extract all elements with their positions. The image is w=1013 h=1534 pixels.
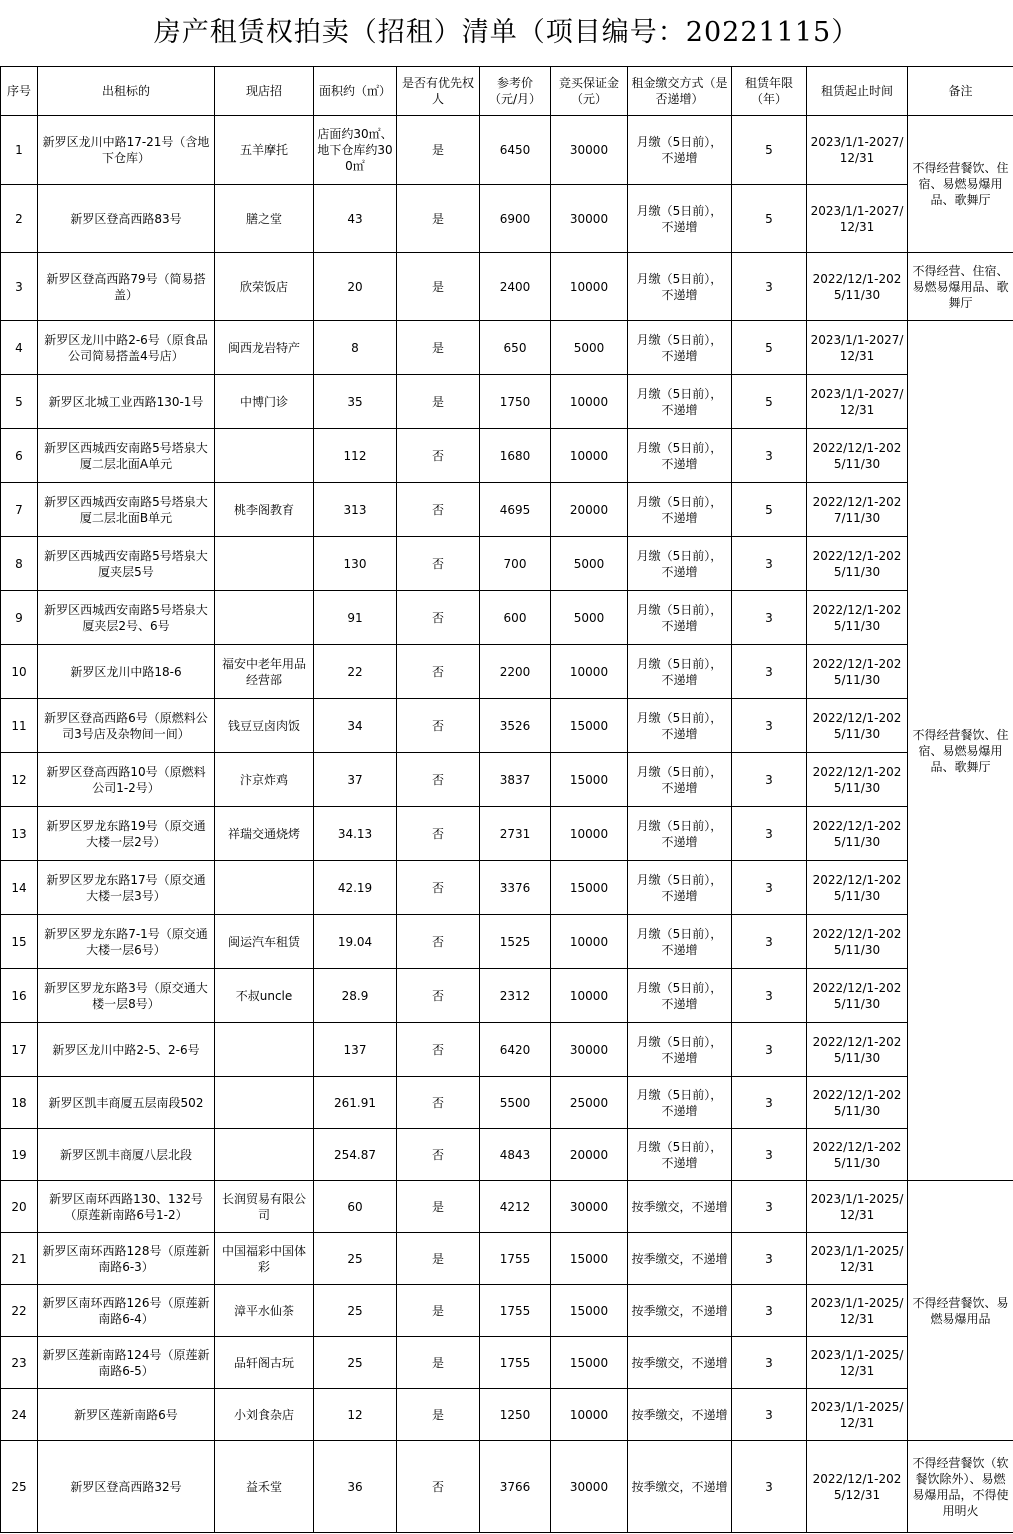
table-row (1, 1233, 1013, 1285)
row-period: 2023/1/1-2025/12/31 (807, 1389, 908, 1441)
row-area: 8 (314, 321, 397, 375)
table-row (1, 753, 1013, 807)
row-period: 2023/1/1-2025/12/31 (807, 1233, 908, 1285)
row-area: 20 (314, 253, 397, 321)
table-row (1, 1181, 1013, 1233)
row-area: 34.13 (314, 807, 397, 861)
row-target: 新罗区西城西安南路5号塔泉大厦二层北面B单元 (38, 483, 215, 537)
row-years: 3 (732, 807, 807, 861)
row-period: 2022/12/1-2025/11/30 (807, 537, 908, 591)
row-period: 2022/12/1-2027/11/30 (807, 483, 908, 537)
header-payment: 租金缴交方式（是否递增） (628, 67, 732, 116)
row-target: 新罗区南环西路130、132号（原莲新南路6号1-2） (38, 1181, 215, 1233)
row-years: 5 (732, 483, 807, 537)
row-payment: 月缴（5日前），不递增 (628, 915, 732, 969)
row-target: 新罗区凯丰商厦八层北段 (38, 1129, 215, 1181)
row-price: 4695 (480, 483, 551, 537)
row-area: 34 (314, 699, 397, 753)
row-period: 2023/1/1-2027/12/31 (807, 116, 908, 185)
row-payment: 月缴（5日前），不递增 (628, 537, 732, 591)
row-target: 新罗区莲新南路6号 (38, 1389, 215, 1441)
row-no: 22 (1, 1285, 38, 1337)
row-period: 2022/12/1-2025/11/30 (807, 753, 908, 807)
row-deposit: 10000 (551, 969, 628, 1023)
table-row (1, 537, 1013, 591)
row-price: 650 (480, 321, 551, 375)
row-target: 新罗区南环西路128号（原莲新南路6-3） (38, 1233, 215, 1285)
row-priority: 否 (397, 1077, 480, 1129)
row-price: 1755 (480, 1337, 551, 1389)
row-years: 5 (732, 116, 807, 185)
row-years: 3 (732, 1233, 807, 1285)
row-deposit: 5000 (551, 321, 628, 375)
row-deposit: 10000 (551, 429, 628, 483)
row-no: 23 (1, 1337, 38, 1389)
row-price: 6900 (480, 185, 551, 253)
row-period: 2022/12/1-2025/11/30 (807, 429, 908, 483)
row-deposit: 15000 (551, 1337, 628, 1389)
row-years: 3 (732, 1023, 807, 1077)
table-row (1, 321, 1013, 375)
row-payment: 月缴（5日前），不递增 (628, 375, 732, 429)
row-payment: 月缴（5日前），不递增 (628, 185, 732, 253)
row-period: 2023/1/1-2027/12/31 (807, 321, 908, 375)
row-target: 新罗区南环西路126号（原莲新南路6-4） (38, 1285, 215, 1337)
row-priority: 否 (397, 429, 480, 483)
table-row (1, 429, 1013, 483)
row-years: 3 (732, 861, 807, 915)
row-price: 3766 (480, 1441, 551, 1533)
row-shop: 中国福彩中国体彩 (215, 1233, 314, 1285)
row-target: 新罗区西城西安南路5号塔泉大厦二层北面A单元 (38, 429, 215, 483)
row-area: 91 (314, 591, 397, 645)
row-area: 254.87 (314, 1129, 397, 1181)
row-shop: 福安中老年用品经营部 (215, 645, 314, 699)
row-period: 2022/12/1-2025/11/30 (807, 253, 908, 321)
row-period: 2022/12/1-2025/11/30 (807, 861, 908, 915)
row-years: 3 (732, 429, 807, 483)
row-remark: 不得经营餐饮、住宿、易燃易爆用品、歌舞厅 (908, 116, 1013, 253)
row-deposit: 30000 (551, 1023, 628, 1077)
row-priority: 否 (397, 969, 480, 1023)
row-shop: 欣荣饭店 (215, 253, 314, 321)
row-payment: 按季缴交，不递增 (628, 1181, 732, 1233)
row-shop (215, 861, 314, 915)
row-shop: 五羊摩托 (215, 116, 314, 185)
row-payment: 按季缴交，不递增 (628, 1337, 732, 1389)
row-deposit: 5000 (551, 537, 628, 591)
row-deposit: 15000 (551, 699, 628, 753)
row-years: 3 (732, 1129, 807, 1181)
rental-list-table (0, 66, 1013, 1533)
row-years: 3 (732, 1389, 807, 1441)
row-no: 14 (1, 861, 38, 915)
row-deposit: 5000 (551, 591, 628, 645)
row-area: 60 (314, 1181, 397, 1233)
row-no: 13 (1, 807, 38, 861)
row-target: 新罗区罗龙东路7-1号（原交通大楼一层6号） (38, 915, 215, 969)
row-payment: 按季缴交，不递增 (628, 1285, 732, 1337)
row-target: 新罗区凯丰商厦五层南段502 (38, 1077, 215, 1129)
row-payment: 月缴（5日前），不递增 (628, 1023, 732, 1077)
row-period: 2023/1/1-2027/12/31 (807, 375, 908, 429)
row-shop: 钱豆豆卤肉饭 (215, 699, 314, 753)
row-period: 2022/12/1-2025/11/30 (807, 591, 908, 645)
table-row (1, 185, 1013, 253)
row-priority: 否 (397, 861, 480, 915)
row-priority: 是 (397, 1285, 480, 1337)
row-priority: 是 (397, 1337, 480, 1389)
row-target: 新罗区登高西路10号（原燃料公司1-2号） (38, 753, 215, 807)
table-row (1, 1285, 1013, 1337)
row-payment: 月缴（5日前），不递增 (628, 321, 732, 375)
row-no: 9 (1, 591, 38, 645)
row-shop: 小刘食杂店 (215, 1389, 314, 1441)
row-price: 1250 (480, 1389, 551, 1441)
row-priority: 否 (397, 483, 480, 537)
row-shop (215, 1129, 314, 1181)
row-no: 11 (1, 699, 38, 753)
row-no: 1 (1, 116, 38, 185)
row-deposit: 10000 (551, 1389, 628, 1441)
row-target: 新罗区登高西路32号 (38, 1441, 215, 1533)
table-row (1, 591, 1013, 645)
table-row (1, 116, 1013, 185)
row-years: 3 (732, 645, 807, 699)
table-row (1, 1129, 1013, 1181)
row-no: 25 (1, 1441, 38, 1533)
row-period: 2022/12/1-2025/11/30 (807, 915, 908, 969)
row-no: 5 (1, 375, 38, 429)
row-deposit: 25000 (551, 1077, 628, 1129)
row-price: 600 (480, 591, 551, 645)
row-target: 新罗区龙川中路17-21号（含地下仓库） (38, 116, 215, 185)
row-deposit: 30000 (551, 185, 628, 253)
row-period: 2023/1/1-2027/12/31 (807, 185, 908, 253)
row-priority: 是 (397, 253, 480, 321)
row-years: 5 (732, 185, 807, 253)
row-period: 2022/12/1-2025/11/30 (807, 1023, 908, 1077)
row-target: 新罗区罗龙东路17号（原交通大楼一层3号） (38, 861, 215, 915)
row-payment: 月缴（5日前），不递增 (628, 1077, 732, 1129)
row-target: 新罗区罗龙东路3号（原交通大楼一层8号） (38, 969, 215, 1023)
row-deposit: 15000 (551, 1233, 628, 1285)
header-period: 租赁起止时间 (807, 67, 908, 116)
row-deposit: 15000 (551, 753, 628, 807)
row-period: 2022/12/1-2025/11/30 (807, 1077, 908, 1129)
row-period: 2023/1/1-2025/12/31 (807, 1285, 908, 1337)
table-row (1, 1077, 1013, 1129)
table-row (1, 483, 1013, 537)
row-priority: 否 (397, 537, 480, 591)
row-target: 新罗区龙川中路18-6 (38, 645, 215, 699)
row-years: 3 (732, 753, 807, 807)
row-price: 2731 (480, 807, 551, 861)
row-years: 3 (732, 969, 807, 1023)
row-shop: 不叔uncle (215, 969, 314, 1023)
header-no: 序号 (1, 67, 38, 116)
row-deposit: 20000 (551, 1129, 628, 1181)
row-shop (215, 429, 314, 483)
row-payment: 月缴（5日前），不递增 (628, 753, 732, 807)
row-years: 5 (732, 375, 807, 429)
row-price: 1750 (480, 375, 551, 429)
row-priority: 否 (397, 753, 480, 807)
row-shop (215, 537, 314, 591)
table-row (1, 1337, 1013, 1389)
row-years: 3 (732, 591, 807, 645)
row-no: 2 (1, 185, 38, 253)
row-priority: 否 (397, 591, 480, 645)
row-remark: 不得经营餐饮、住宿、易燃易爆用品、歌舞厅 (908, 321, 1013, 1181)
row-deposit: 30000 (551, 1181, 628, 1233)
row-target: 新罗区西城西安南路5号塔泉大厦夹层5号 (38, 537, 215, 591)
row-shop: 闽西龙岩特产 (215, 321, 314, 375)
row-no: 17 (1, 1023, 38, 1077)
row-shop (215, 1023, 314, 1077)
table-row (1, 861, 1013, 915)
row-no: 12 (1, 753, 38, 807)
row-period: 2022/12/1-2025/11/30 (807, 807, 908, 861)
row-price: 1680 (480, 429, 551, 483)
row-no: 19 (1, 1129, 38, 1181)
row-priority: 否 (397, 807, 480, 861)
row-deposit: 10000 (551, 915, 628, 969)
row-price: 5500 (480, 1077, 551, 1129)
row-no: 7 (1, 483, 38, 537)
row-target: 新罗区登高西路79号（简易搭盖） (38, 253, 215, 321)
row-area: 店面约30㎡、地下仓库约300㎡ (314, 116, 397, 185)
row-target: 新罗区登高西路6号（原燃料公司3号店及杂物间一间） (38, 699, 215, 753)
row-period: 2023/1/1-2025/12/31 (807, 1181, 908, 1233)
row-price: 3526 (480, 699, 551, 753)
row-payment: 月缴（5日前），不递增 (628, 429, 732, 483)
row-shop: 漳平水仙茶 (215, 1285, 314, 1337)
row-years: 3 (732, 915, 807, 969)
row-no: 21 (1, 1233, 38, 1285)
row-target: 新罗区罗龙东路19号（原交通大楼一层2号） (38, 807, 215, 861)
row-deposit: 15000 (551, 861, 628, 915)
table-row (1, 699, 1013, 753)
row-payment: 月缴（5日前），不递增 (628, 861, 732, 915)
row-target: 新罗区莲新南路124号（原莲新南路6-5） (38, 1337, 215, 1389)
row-payment: 按季缴交，不递增 (628, 1389, 732, 1441)
row-no: 8 (1, 537, 38, 591)
row-priority: 否 (397, 1023, 480, 1077)
table-row (1, 645, 1013, 699)
table-row (1, 375, 1013, 429)
row-target: 新罗区龙川中路2-6号（原食品公司简易搭盖4号店） (38, 321, 215, 375)
row-price: 4843 (480, 1129, 551, 1181)
row-deposit: 15000 (551, 1285, 628, 1337)
table-row (1, 1389, 1013, 1441)
row-price: 2312 (480, 969, 551, 1023)
row-years: 3 (732, 253, 807, 321)
row-no: 20 (1, 1181, 38, 1233)
row-period: 2022/12/1-2025/11/30 (807, 1129, 908, 1181)
row-payment: 月缴（5日前），不递增 (628, 969, 732, 1023)
row-price: 3376 (480, 861, 551, 915)
row-no: 18 (1, 1077, 38, 1129)
row-years: 3 (732, 1337, 807, 1389)
header-price: 参考价（元/月） (480, 67, 551, 116)
row-shop: 膳之堂 (215, 185, 314, 253)
row-priority: 是 (397, 1233, 480, 1285)
row-priority: 否 (397, 1129, 480, 1181)
header-remark: 备注 (908, 67, 1013, 116)
row-payment: 月缴（5日前），不递增 (628, 116, 732, 185)
row-area: 36 (314, 1441, 397, 1533)
row-years: 3 (732, 1181, 807, 1233)
header-shop: 现店招 (215, 67, 314, 116)
row-area: 313 (314, 483, 397, 537)
header-years: 租赁年限（年） (732, 67, 807, 116)
row-area: 22 (314, 645, 397, 699)
table-row (1, 807, 1013, 861)
row-price: 6450 (480, 116, 551, 185)
row-priority: 是 (397, 375, 480, 429)
row-payment: 月缴（5日前），不递增 (628, 253, 732, 321)
row-area: 28.9 (314, 969, 397, 1023)
row-area: 42.19 (314, 861, 397, 915)
row-no: 6 (1, 429, 38, 483)
row-shop: 汴京炸鸡 (215, 753, 314, 807)
table-row (1, 1023, 1013, 1077)
row-shop: 中博门诊 (215, 375, 314, 429)
row-area: 25 (314, 1233, 397, 1285)
page-title: 房产租赁权拍卖（招租）清单（项目编号：20221115） (153, 17, 860, 48)
row-price: 1755 (480, 1233, 551, 1285)
row-deposit: 10000 (551, 807, 628, 861)
row-deposit: 20000 (551, 483, 628, 537)
row-target: 新罗区登高西路83号 (38, 185, 215, 253)
table-row (1, 253, 1013, 321)
row-years: 3 (732, 537, 807, 591)
row-no: 16 (1, 969, 38, 1023)
table-row (1, 915, 1013, 969)
row-period: 2022/12/1-2025/12/31 (807, 1441, 908, 1533)
row-area: 261.91 (314, 1077, 397, 1129)
row-priority: 是 (397, 321, 480, 375)
row-area: 43 (314, 185, 397, 253)
row-priority: 是 (397, 185, 480, 253)
row-target: 新罗区西城西安南路5号塔泉大厦夹层2号、6号 (38, 591, 215, 645)
row-period: 2022/12/1-2025/11/30 (807, 699, 908, 753)
row-period: 2023/1/1-2025/12/31 (807, 1337, 908, 1389)
row-priority: 是 (397, 1389, 480, 1441)
row-target: 新罗区龙川中路2-5、2-6号 (38, 1023, 215, 1077)
row-price: 4212 (480, 1181, 551, 1233)
row-shop: 品轩阁古玩 (215, 1337, 314, 1389)
row-priority: 否 (397, 645, 480, 699)
row-area: 137 (314, 1023, 397, 1077)
header-area: 面积约（㎡） (314, 67, 397, 116)
row-years: 5 (732, 321, 807, 375)
row-years: 3 (732, 1441, 807, 1533)
row-price: 2200 (480, 645, 551, 699)
row-payment: 按季缴交，不递增 (628, 1233, 732, 1285)
header-deposit: 竞买保证金（元） (551, 67, 628, 116)
header-row (1, 67, 1013, 116)
header-priority: 是否有优先权人 (397, 67, 480, 116)
row-deposit: 30000 (551, 116, 628, 185)
row-years: 3 (732, 1077, 807, 1129)
row-years: 3 (732, 1285, 807, 1337)
header-target: 出租标的 (38, 67, 215, 116)
row-payment: 按季缴交，不递增 (628, 1441, 732, 1533)
row-remark: 不得经营餐饮（软餐饮除外）、易燃易爆用品，不得使用明火 (908, 1441, 1013, 1533)
row-deposit: 10000 (551, 253, 628, 321)
row-price: 1525 (480, 915, 551, 969)
row-area: 130 (314, 537, 397, 591)
row-payment: 月缴（5日前），不递增 (628, 699, 732, 753)
row-price: 2400 (480, 253, 551, 321)
row-price: 700 (480, 537, 551, 591)
row-area: 25 (314, 1337, 397, 1389)
row-priority: 是 (397, 116, 480, 185)
row-no: 3 (1, 253, 38, 321)
row-area: 19.04 (314, 915, 397, 969)
row-no: 10 (1, 645, 38, 699)
row-area: 37 (314, 753, 397, 807)
row-payment: 月缴（5日前），不递增 (628, 1129, 732, 1181)
row-shop: 桃李阁教育 (215, 483, 314, 537)
row-area: 12 (314, 1389, 397, 1441)
row-target: 新罗区北城工业西路130-1号 (38, 375, 215, 429)
row-price: 6420 (480, 1023, 551, 1077)
row-shop: 闽运汽车租赁 (215, 915, 314, 969)
row-priority: 否 (397, 1441, 480, 1533)
row-price: 3837 (480, 753, 551, 807)
row-deposit: 10000 (551, 375, 628, 429)
row-shop: 益禾堂 (215, 1441, 314, 1533)
row-payment: 月缴（5日前），不递增 (628, 807, 732, 861)
row-payment: 月缴（5日前），不递增 (628, 483, 732, 537)
row-priority: 否 (397, 915, 480, 969)
table-row (1, 1441, 1013, 1533)
row-no: 24 (1, 1389, 38, 1441)
row-priority: 是 (397, 1181, 480, 1233)
row-area: 112 (314, 429, 397, 483)
row-no: 15 (1, 915, 38, 969)
row-period: 2022/12/1-2025/11/30 (807, 645, 908, 699)
row-shop (215, 591, 314, 645)
row-payment: 月缴（5日前），不递增 (628, 645, 732, 699)
row-priority: 否 (397, 699, 480, 753)
row-remark: 不得经营餐饮、易燃易爆用品 (908, 1181, 1013, 1441)
row-period: 2022/12/1-2025/11/30 (807, 969, 908, 1023)
row-shop (215, 1077, 314, 1129)
row-shop: 长润贸易有限公司 (215, 1181, 314, 1233)
row-years: 3 (732, 699, 807, 753)
row-area: 25 (314, 1285, 397, 1337)
row-price: 1755 (480, 1285, 551, 1337)
row-remark: 不得经营、住宿、易燃易爆用品、歌舞厅 (908, 253, 1013, 321)
row-no: 4 (1, 321, 38, 375)
row-payment: 月缴（5日前），不递增 (628, 591, 732, 645)
row-area: 35 (314, 375, 397, 429)
row-deposit: 10000 (551, 645, 628, 699)
table-row (1, 969, 1013, 1023)
row-shop: 祥瑞交通烧烤 (215, 807, 314, 861)
row-deposit: 30000 (551, 1441, 628, 1533)
